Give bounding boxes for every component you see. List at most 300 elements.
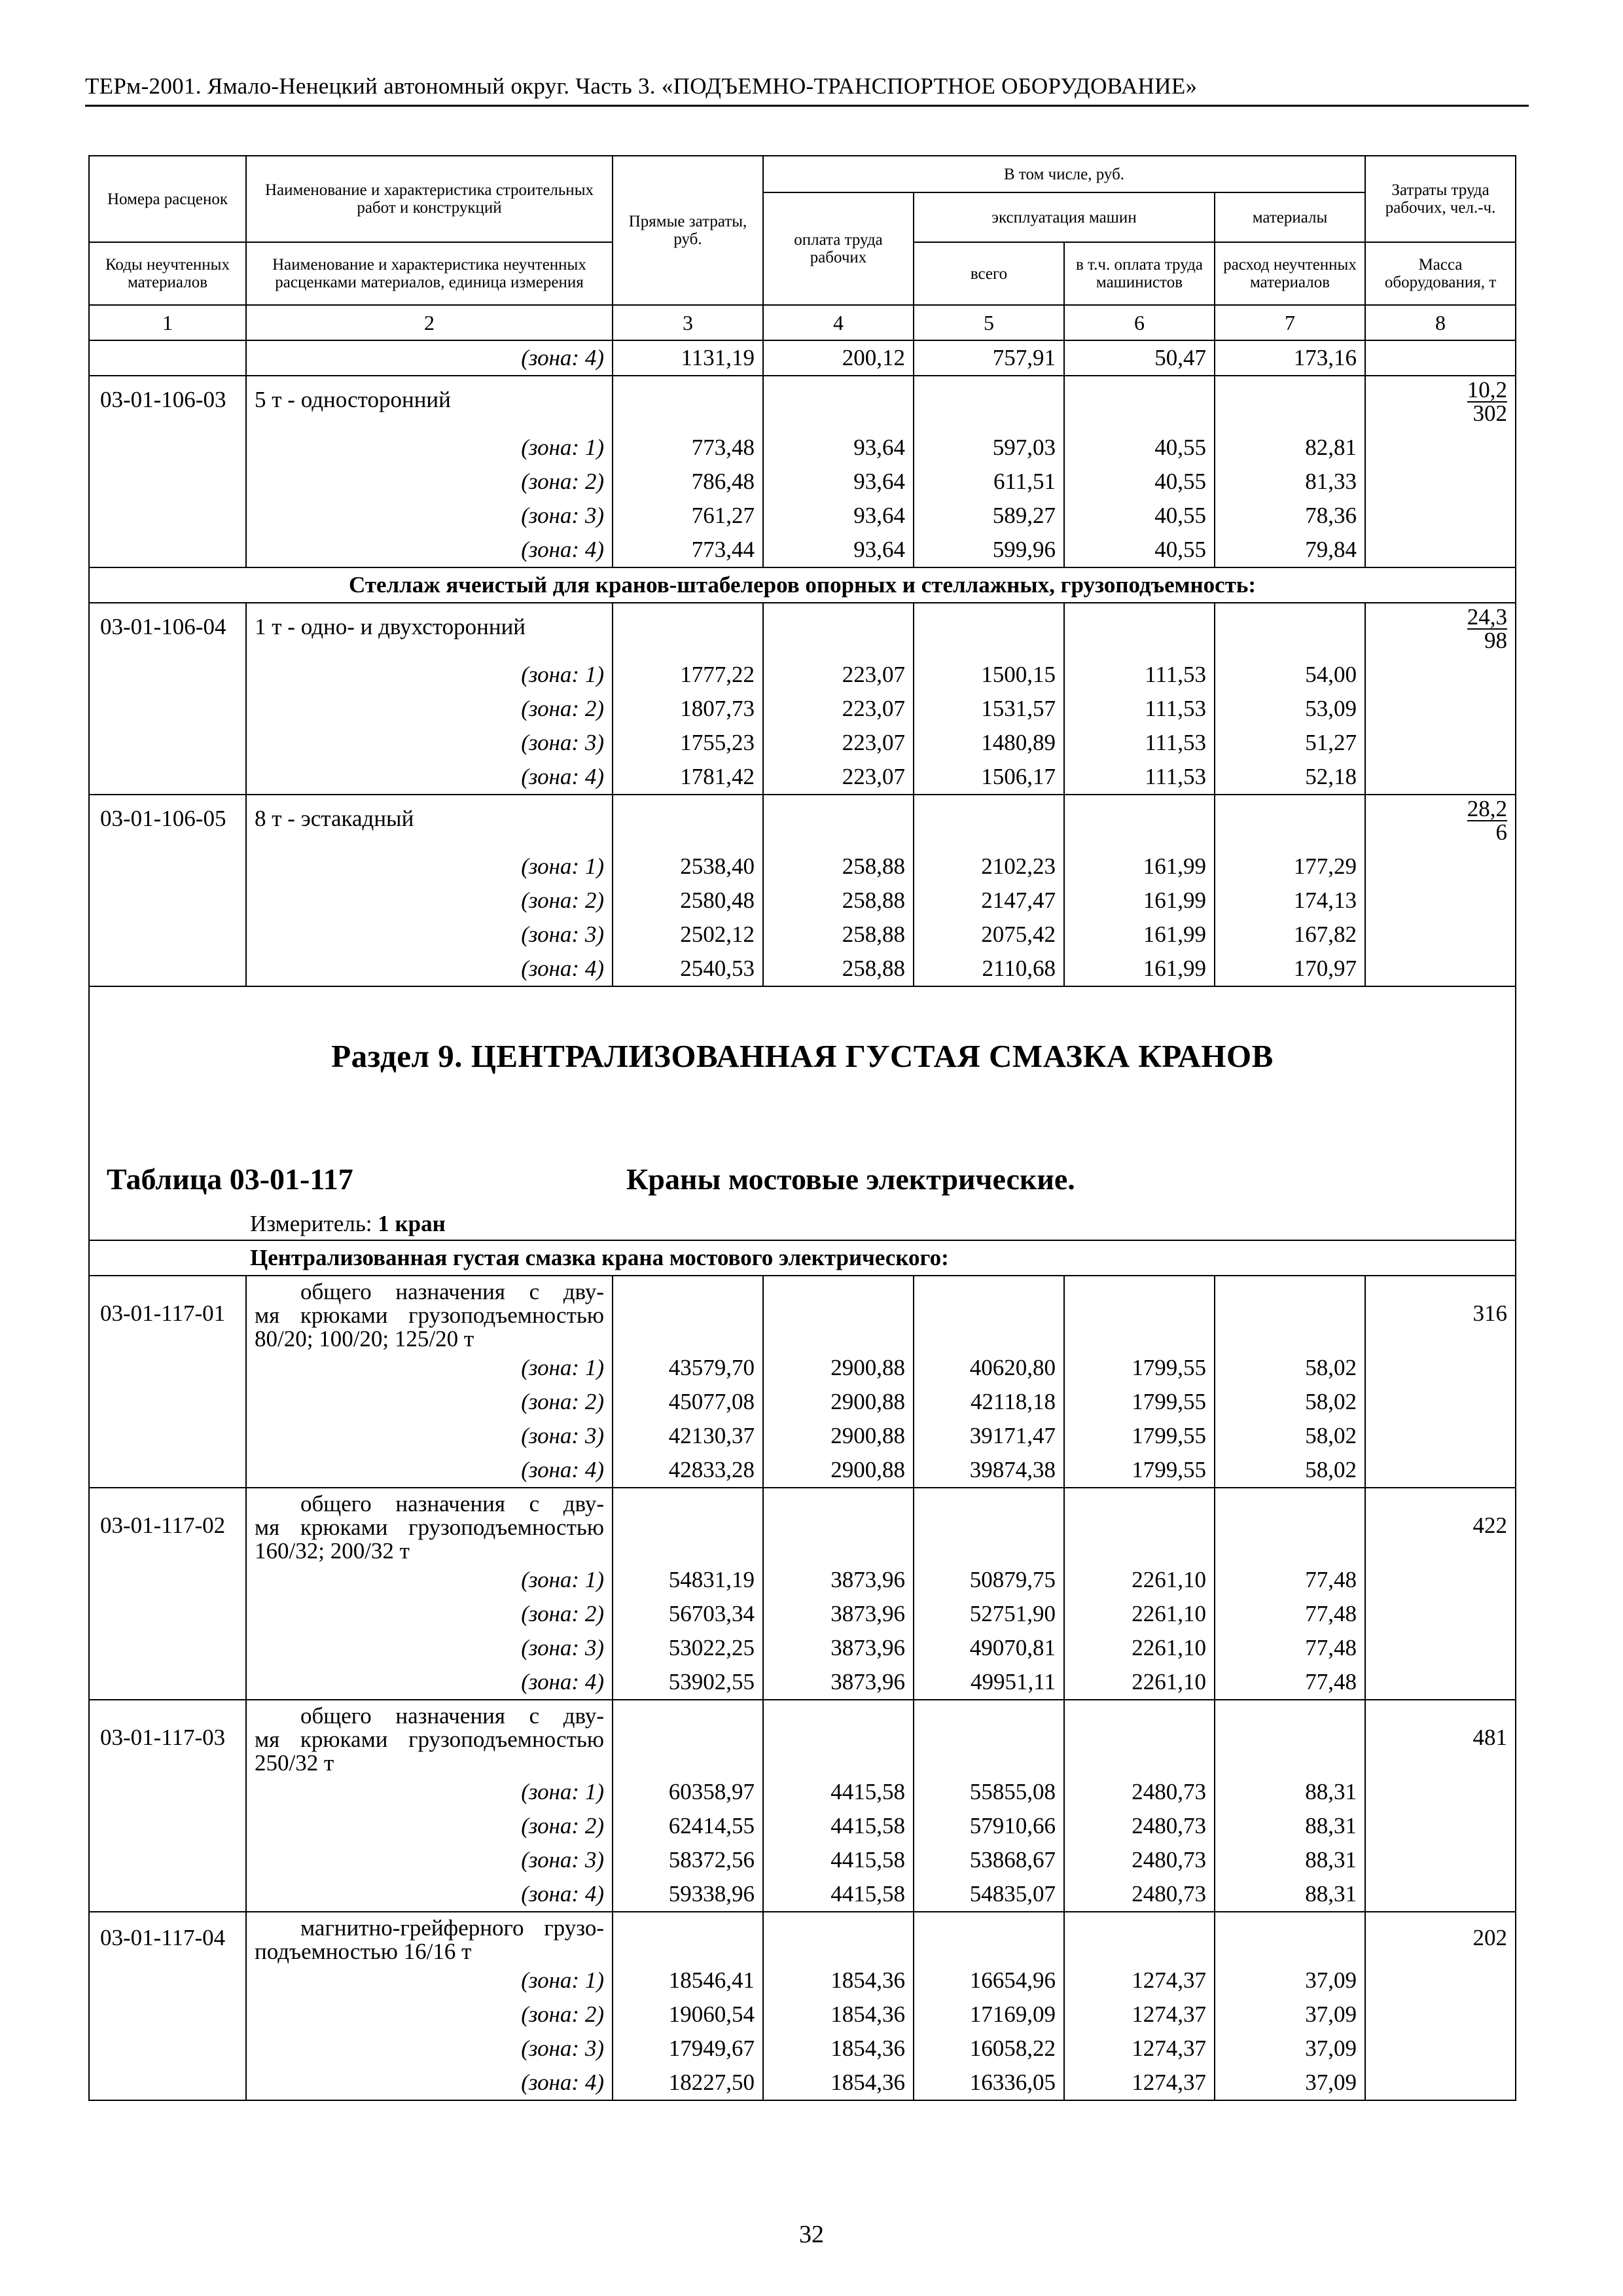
- labor-pay-value: 3873,96: [763, 1631, 914, 1665]
- zone-row: [89, 952, 1516, 986]
- labor-pay-value: 223,07: [763, 726, 914, 760]
- labor-pay-value: 93,64: [763, 499, 914, 533]
- materials-value: 58,02: [1215, 1385, 1365, 1419]
- labor-cell-empty: [1365, 1964, 1516, 1998]
- item-row: [89, 1912, 1516, 1964]
- direct-costs-value: 2540,53: [613, 952, 763, 986]
- materials-value: 167,82: [1215, 918, 1365, 952]
- machinists-pay-value: 40,55: [1064, 465, 1215, 499]
- machinists-pay-value: 111,53: [1064, 658, 1215, 692]
- machinists-pay-value: 111,53: [1064, 692, 1215, 726]
- value-cell-empty: [763, 1488, 914, 1563]
- labor-pay-value: 258,88: [763, 952, 914, 986]
- direct-costs-value: 45077,08: [613, 1385, 763, 1419]
- value-cell-empty: [613, 1488, 763, 1563]
- labor-cell-empty: [1365, 952, 1516, 986]
- labor-hours: 422: [1365, 1488, 1516, 1563]
- work-name: 8 т - эстакадный: [246, 795, 613, 850]
- code-cell-empty: [89, 1665, 246, 1700]
- labor-cell-empty: [1365, 1597, 1516, 1631]
- machines-total-value: 17169,09: [914, 1998, 1064, 2032]
- value-cell-empty: [1064, 1488, 1215, 1563]
- zone-row: [89, 1775, 1516, 1809]
- zone-row: [89, 692, 1516, 726]
- th-labor: оплата труда рабочих: [763, 192, 914, 305]
- work-name-line: 160/32; 200/32 т: [255, 1538, 410, 1563]
- value-cell-empty: [914, 1488, 1064, 1563]
- machines-total-value: 16336,05: [914, 2066, 1064, 2100]
- zone-label: (зона: 1): [246, 658, 613, 692]
- machines-total-value: 597,03: [914, 431, 1064, 465]
- th-col8-bottom: Масса оборудования, т: [1365, 242, 1516, 305]
- group-title-a: [89, 567, 1516, 603]
- machinists-pay-value: 1799,55: [1064, 1453, 1215, 1488]
- machinists-pay-value: 161,99: [1064, 952, 1215, 986]
- materials-value: 37,09: [1215, 1964, 1365, 1998]
- zone-row: [89, 499, 1516, 533]
- labor-cell-empty: [1365, 1775, 1516, 1809]
- machinists-pay-value: 161,99: [1064, 850, 1215, 884]
- value-cell-empty: [1215, 795, 1365, 850]
- th-col1-bottom: Коды неучтенных материалов: [89, 242, 246, 305]
- labor-cell-empty: [1365, 533, 1516, 567]
- labor-cell-empty: [1365, 465, 1516, 499]
- zone-label: (зона: 2): [246, 1998, 613, 2032]
- machines-total-value: 49070,81: [914, 1631, 1064, 1665]
- th-col2-top: Наименование и характеристика строительных работ и конструкций: [246, 156, 613, 242]
- zone-row: [89, 1597, 1516, 1631]
- table-title: Краны мостовые электрические.: [626, 1162, 1075, 1196]
- machines-total-value: 2075,42: [914, 918, 1064, 952]
- value-cell-empty: [1064, 795, 1215, 850]
- labor-pay-value: 93,64: [763, 465, 914, 499]
- item-row: [89, 376, 1516, 431]
- th-machines-total: всего: [914, 242, 1064, 305]
- machines-total-value: 50879,75: [914, 1563, 1064, 1597]
- zone-label: (зона: 3): [246, 499, 613, 533]
- labor-pay-value: 1854,36: [763, 1998, 914, 2032]
- labor-pay-value: 3873,96: [763, 1597, 914, 1631]
- direct-costs-value: 18546,41: [613, 1964, 763, 1998]
- work-name: 5 т - односторонний: [246, 376, 613, 431]
- machinists-pay-value: 161,99: [1064, 918, 1215, 952]
- machines-total-value: 16654,96: [914, 1964, 1064, 1998]
- machines-total-value: 757,91: [914, 340, 1064, 376]
- code-cell-empty: [89, 850, 246, 884]
- machines-total-value: 1531,57: [914, 692, 1064, 726]
- column-number: 2: [246, 305, 613, 340]
- value-cell-empty: [1215, 376, 1365, 431]
- items-group-b: [89, 603, 1516, 986]
- labor-pay-value: 4415,58: [763, 1809, 914, 1843]
- zone-row: [89, 340, 1516, 376]
- machinists-pay-value: 1799,55: [1064, 1419, 1215, 1453]
- labor-cell-empty: [1365, 1665, 1516, 1700]
- rate-code: 03-01-106-05: [89, 795, 246, 850]
- materials-value: 88,31: [1215, 1775, 1365, 1809]
- labor-cell-empty: [1365, 1385, 1516, 1419]
- materials-value: 77,48: [1215, 1631, 1365, 1665]
- value-cell-empty: [763, 1700, 914, 1775]
- rate-code: 03-01-106-03: [89, 376, 246, 431]
- direct-costs-value: 2580,48: [613, 884, 763, 918]
- code-cell-empty: [89, 1453, 246, 1488]
- code-cell-empty: [89, 1631, 246, 1665]
- machines-total-value: 42118,18: [914, 1385, 1064, 1419]
- labor-pay-value: 4415,58: [763, 1877, 914, 1912]
- code-cell-empty: [89, 918, 246, 952]
- labor-pay-value: 2900,88: [763, 1351, 914, 1385]
- value-cell-empty: [1064, 603, 1215, 658]
- zone-row: [89, 1665, 1516, 1700]
- rates-table: [88, 155, 1516, 2101]
- items-group-c: [89, 1276, 1516, 2100]
- work-name: [246, 1700, 613, 1775]
- value-cell-empty: [763, 1276, 914, 1351]
- value-cell-empty: [1064, 1700, 1215, 1775]
- work-name-line: мя крюками грузоподъемностью: [255, 1302, 604, 1328]
- machines-total-value: 1500,15: [914, 658, 1064, 692]
- labor-pay-value: 2900,88: [763, 1385, 914, 1419]
- labor-cell-empty: [1365, 1419, 1516, 1453]
- labor-cell-empty: [1365, 2066, 1516, 2100]
- value-cell-empty: [763, 1912, 914, 1964]
- zone-row: [89, 1998, 1516, 2032]
- zone-row: [89, 1809, 1516, 1843]
- machines-total-value: 1506,17: [914, 760, 1064, 795]
- code-cell-empty: [89, 465, 246, 499]
- table-header: [89, 156, 1516, 340]
- materials-value: 51,27: [1215, 726, 1365, 760]
- rate-code: 03-01-117-01: [89, 1276, 246, 1351]
- zone-label: (зона: 3): [246, 918, 613, 952]
- labor-pay-value: 223,07: [763, 692, 914, 726]
- labor-mass-cell: [1365, 603, 1516, 658]
- code-cell-empty: [89, 1385, 246, 1419]
- measure-value: 1 кран: [378, 1211, 446, 1236]
- direct-costs-value: 53022,25: [613, 1631, 763, 1665]
- item-row: [89, 795, 1516, 850]
- machinists-pay-value: 2480,73: [1064, 1843, 1215, 1877]
- direct-costs-value: 43579,70: [613, 1351, 763, 1385]
- zone-label: (зона: 1): [246, 1775, 613, 1809]
- zone-label: (зона: 2): [246, 1597, 613, 1631]
- materials-value: 58,02: [1215, 1453, 1365, 1488]
- group-heading: Централизованная густая смазка крана мостового электрического:: [89, 1240, 1516, 1276]
- machinists-pay-value: 1799,55: [1064, 1385, 1215, 1419]
- value-cell-empty: [613, 795, 763, 850]
- column-number: 7: [1215, 305, 1365, 340]
- direct-costs-value: 17949,67: [613, 2032, 763, 2066]
- zone-row: [89, 884, 1516, 918]
- materials-value: 58,02: [1215, 1419, 1365, 1453]
- machinists-pay-value: 161,99: [1064, 884, 1215, 918]
- work-name-line: магнитно-грейферного грузо-: [300, 1915, 604, 1941]
- direct-costs-value: 60358,97: [613, 1775, 763, 1809]
- direct-costs-value: 1781,42: [613, 760, 763, 795]
- code-cell-empty: [89, 533, 246, 567]
- work-name-line: 80/20; 100/20; 125/20 т: [255, 1326, 474, 1351]
- materials-value: 37,09: [1215, 2066, 1365, 2100]
- machinists-pay-value: 111,53: [1064, 760, 1215, 795]
- zone-row: [89, 760, 1516, 795]
- zone-label: (зона: 3): [246, 1843, 613, 1877]
- value-cell-empty: [1064, 376, 1215, 431]
- measure-unit: [250, 1207, 446, 1240]
- column-number: 6: [1064, 305, 1215, 340]
- zone-row: [89, 726, 1516, 760]
- labor-hours: 481: [1365, 1700, 1516, 1775]
- column-number: 8: [1365, 305, 1516, 340]
- zone-label: (зона: 1): [246, 431, 613, 465]
- zone-row: [89, 1843, 1516, 1877]
- machines-total-value: 57910,66: [914, 1809, 1064, 1843]
- direct-costs-value: 42130,37: [613, 1419, 763, 1453]
- direct-costs-value: 53902,55: [613, 1665, 763, 1700]
- work-name-line: 250/32 т: [255, 1750, 334, 1775]
- labor-cell-empty: [1365, 1453, 1516, 1488]
- labor-cell-empty: [1365, 1351, 1516, 1385]
- item-row: [89, 603, 1516, 658]
- materials-value: 53,09: [1215, 692, 1365, 726]
- code-cell-empty: [89, 1775, 246, 1809]
- equipment-mass: 98: [1484, 628, 1508, 653]
- materials-value: 78,36: [1215, 499, 1365, 533]
- materials-value: 82,81: [1215, 431, 1365, 465]
- machines-total-value: 40620,80: [914, 1351, 1064, 1385]
- value-cell-empty: [763, 376, 914, 431]
- column-number: 3: [613, 305, 763, 340]
- direct-costs-value: 761,27: [613, 499, 763, 533]
- zone-row: [89, 2066, 1516, 2100]
- direct-costs-value: 58372,56: [613, 1843, 763, 1877]
- labor-cell-empty: [1365, 340, 1516, 376]
- machines-total-value: 611,51: [914, 465, 1064, 499]
- section-title: Раздел 9. ЦЕНТРАЛИЗОВАННАЯ ГУСТАЯ СМАЗКА КРАНОВ: [331, 1038, 1274, 1074]
- code-cell-empty: [89, 692, 246, 726]
- labor-cell-empty: [1365, 1809, 1516, 1843]
- work-name-line: общего назначения с дву-: [300, 1491, 604, 1516]
- labor-pay-value: 2900,88: [763, 1419, 914, 1453]
- code-cell-empty: [89, 1843, 246, 1877]
- machinists-pay-value: 40,55: [1064, 499, 1215, 533]
- machinists-pay-value: 1274,37: [1064, 2066, 1215, 2100]
- machines-total-value: 55855,08: [914, 1775, 1064, 1809]
- code-cell-empty: [89, 760, 246, 795]
- machinists-pay-value: 50,47: [1064, 340, 1215, 376]
- item-row: [89, 1700, 1516, 1775]
- section-block: [89, 986, 1516, 1276]
- zone-row: [89, 850, 1516, 884]
- code-cell-empty: [89, 1809, 246, 1843]
- labor-pay-value: 200,12: [763, 340, 914, 376]
- materials-value: 88,31: [1215, 1843, 1365, 1877]
- work-name-line: подъемностью 16/16 т: [255, 1939, 472, 1964]
- materials-value: 177,29: [1215, 850, 1365, 884]
- labor-pay-value: 3873,96: [763, 1665, 914, 1700]
- th-machines: эксплуатация машин: [914, 192, 1215, 242]
- labor-cell-empty: [1365, 918, 1516, 952]
- machines-total-value: 589,27: [914, 499, 1064, 533]
- th-col1-top: Номера расценок: [89, 156, 246, 242]
- machinists-pay-value: 40,55: [1064, 431, 1215, 465]
- labor-cell-empty: [1365, 692, 1516, 726]
- zone-row: [89, 1385, 1516, 1419]
- work-name-line: общего назначения с дву-: [300, 1279, 604, 1304]
- zone-label: (зона: 4): [246, 760, 613, 795]
- labor-pay-value: 223,07: [763, 658, 914, 692]
- code-cell-empty: [89, 884, 246, 918]
- direct-costs-value: 54831,19: [613, 1563, 763, 1597]
- zone-label: (зона: 2): [246, 1385, 613, 1419]
- zone-row: [89, 1351, 1516, 1385]
- direct-costs-value: 773,44: [613, 533, 763, 567]
- labor-cell-empty: [1365, 884, 1516, 918]
- work-name-line: общего назначения с дву-: [300, 1703, 604, 1729]
- direct-costs-value: 1131,19: [613, 340, 763, 376]
- column-number: 5: [914, 305, 1064, 340]
- value-cell-empty: [763, 603, 914, 658]
- machinists-pay-value: 1274,37: [1064, 1998, 1215, 2032]
- value-cell-empty: [1215, 1276, 1365, 1351]
- labor-hours: 24,3: [1467, 604, 1508, 630]
- labor-pay-value: 2900,88: [763, 1453, 914, 1488]
- zone-label: (зона: 1): [246, 850, 613, 884]
- zone-label: (зона: 4): [246, 1453, 613, 1488]
- labor-cell-empty: [1365, 1631, 1516, 1665]
- code-cell-empty: [89, 431, 246, 465]
- machinists-pay-value: 2480,73: [1064, 1809, 1215, 1843]
- code-cell-empty: [89, 1419, 246, 1453]
- zone-label: (зона: 4): [246, 2066, 613, 2100]
- machinists-pay-value: 2261,10: [1064, 1597, 1215, 1631]
- labor-cell-empty: [1365, 431, 1516, 465]
- value-cell-empty: [613, 376, 763, 431]
- value-cell-empty: [914, 1912, 1064, 1964]
- labor-cell-empty: [1365, 760, 1516, 795]
- page-header-title: ТЕРм-2001. Ямало-Ненецкий автономный округ. Часть 3. «ПОДЪЕМНО-ТРАНСПОРТНОЕ ОБОРУДОВАНИЕ»: [85, 73, 1198, 99]
- work-name: [246, 1276, 613, 1351]
- machines-total-value: 49951,11: [914, 1665, 1064, 1700]
- measure-label: Измеритель:: [250, 1211, 372, 1236]
- code-cell-empty: [89, 1877, 246, 1912]
- th-group-incl: В том числе, руб.: [763, 156, 1365, 192]
- materials-value: 174,13: [1215, 884, 1365, 918]
- column-number: 4: [763, 305, 914, 340]
- direct-costs-value: 19060,54: [613, 1998, 763, 2032]
- machinists-pay-value: 2261,10: [1064, 1563, 1215, 1597]
- labor-cell-empty: [1365, 1843, 1516, 1877]
- zone-row: [89, 1631, 1516, 1665]
- zone-label: (зона: 4): [246, 533, 613, 567]
- code-cell-empty: [89, 952, 246, 986]
- direct-costs-value: 56703,34: [613, 1597, 763, 1631]
- materials-value: 77,48: [1215, 1563, 1365, 1597]
- machinists-pay-value: 1799,55: [1064, 1351, 1215, 1385]
- machines-total-value: 39874,38: [914, 1453, 1064, 1488]
- code-cell-empty: [89, 658, 246, 692]
- code-cell-empty: [89, 1998, 246, 2032]
- machines-total-value: 54835,07: [914, 1877, 1064, 1912]
- zone-row: [89, 918, 1516, 952]
- code-cell-empty: [89, 1597, 246, 1631]
- materials-value: 88,31: [1215, 1877, 1365, 1912]
- value-cell-empty: [1215, 603, 1365, 658]
- zone-label: (зона: 2): [246, 465, 613, 499]
- labor-cell-empty: [1365, 1563, 1516, 1597]
- labor-pay-value: 223,07: [763, 760, 914, 795]
- zone-row: [89, 1964, 1516, 1998]
- page-number: 32: [799, 2221, 824, 2248]
- value-cell-empty: [914, 603, 1064, 658]
- direct-costs-value: 773,48: [613, 431, 763, 465]
- value-cell-empty: [1064, 1276, 1215, 1351]
- th-col8-top: Затраты труда рабочих, чел.-ч.: [1365, 156, 1516, 242]
- code-cell-empty: [89, 1351, 246, 1385]
- zone-label: (зона: 4): [246, 340, 613, 376]
- machinists-pay-value: 2261,10: [1064, 1631, 1215, 1665]
- labor-pay-value: 93,64: [763, 533, 914, 567]
- code-cell-empty: [89, 726, 246, 760]
- work-name: [246, 1912, 613, 1964]
- machinists-pay-value: 111,53: [1064, 726, 1215, 760]
- materials-value: 170,97: [1215, 952, 1365, 986]
- item-row: [89, 1488, 1516, 1563]
- direct-costs-value: 59338,96: [613, 1877, 763, 1912]
- labor-hours: 316: [1365, 1276, 1516, 1351]
- materials-value: 79,84: [1215, 533, 1365, 567]
- zone-label: (зона: 4): [246, 1665, 613, 1700]
- direct-costs-value: 1755,23: [613, 726, 763, 760]
- th-materials-sub: расход неучтенных материалов: [1215, 242, 1365, 305]
- equipment-mass: 302: [1472, 401, 1508, 426]
- labor-pay-value: 1854,36: [763, 1964, 914, 1998]
- machinists-pay-value: 2261,10: [1064, 1665, 1215, 1700]
- materials-value: 52,18: [1215, 760, 1365, 795]
- value-cell-empty: [613, 1700, 763, 1775]
- machinists-pay-value: 1274,37: [1064, 1964, 1215, 1998]
- machinists-pay-value: 40,55: [1064, 533, 1215, 567]
- work-name: 1 т - одно- и двухсторонний: [246, 603, 613, 658]
- item-row: [89, 1276, 1516, 1351]
- machines-total-value: 2110,68: [914, 952, 1064, 986]
- code-cell-empty: [89, 2032, 246, 2066]
- zone-label: (зона: 4): [246, 952, 613, 986]
- zone-label: (зона: 1): [246, 1351, 613, 1385]
- machines-total-value: 599,96: [914, 533, 1064, 567]
- materials-value: 77,48: [1215, 1665, 1365, 1700]
- labor-pay-value: 1854,36: [763, 2032, 914, 2066]
- labor-pay-value: 93,64: [763, 431, 914, 465]
- zone-row: [89, 533, 1516, 567]
- labor-mass-cell: [1365, 376, 1516, 431]
- value-cell-empty: [914, 1700, 1064, 1775]
- zone-label: (зона: 3): [246, 2032, 613, 2066]
- zone-row: [89, 465, 1516, 499]
- zone-label: (зона: 3): [246, 726, 613, 760]
- code-cell-empty: [89, 499, 246, 533]
- value-cell-empty: [613, 1912, 763, 1964]
- labor-pay-value: 258,88: [763, 850, 914, 884]
- value-cell-empty: [914, 376, 1064, 431]
- direct-costs-value: 1807,73: [613, 692, 763, 726]
- labor-cell-empty: [1365, 658, 1516, 692]
- labor-cell-empty: [1365, 2032, 1516, 2066]
- column-number: 1: [89, 305, 246, 340]
- items-group-a: [89, 376, 1516, 567]
- materials-value: 88,31: [1215, 1809, 1365, 1843]
- value-cell-empty: [1064, 1912, 1215, 1964]
